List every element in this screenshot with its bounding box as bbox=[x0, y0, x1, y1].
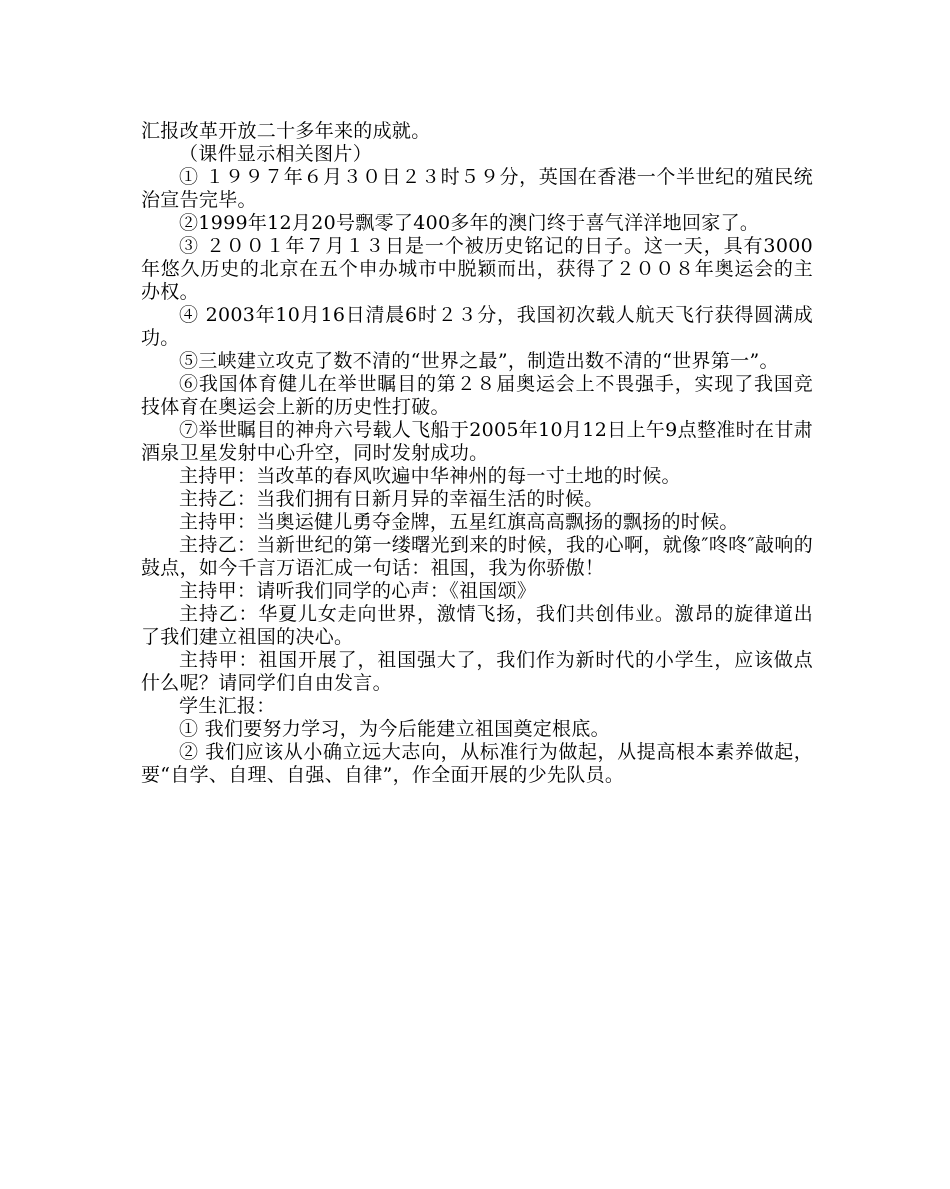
paragraph-host-b-2: 主持乙：当新世纪的第一缕曙光到来的时候，我的心啊，就像″咚咚″敲响的鼓点，如今千言万语汇成一句话：祖国，我为你骄傲！ bbox=[141, 534, 813, 579]
paragraph-student-report-2: ② 我们应该从小确立远大志向，从标准行为做起，从提高根本素养做起，要“自学、自理、自强、自律”，作全面开展的少先队员。 bbox=[141, 741, 813, 786]
paragraph-host-b-3: 主持乙：华夏儿女走向世界，激情飞扬，我们共创伟业。激昂的旋律道出了我们建立祖国的决心。 bbox=[141, 603, 813, 648]
paragraph-courseware-note: （课件显示相关图片） bbox=[179, 143, 373, 165]
paragraph-item-3: ③ ２００１年７月１３日是一个被历史铭记的日子。这一天，具有3000年悠久历史的北京在五个申办城市中脱颖而出，获得了２００８年奥运会的主办权。 bbox=[141, 235, 813, 303]
paragraph-intro: 汇报改革开放二十多年来的成就。 bbox=[141, 120, 431, 142]
document-page bbox=[141, 120, 813, 787]
paragraph-host-a-3: 主持甲：请听我们同学的心声：《祖国颂》 bbox=[179, 580, 537, 602]
paragraph-item-2: ②1999年12月20号飘零了400多年的澳门终于喜气洋洋地回家了。 bbox=[179, 212, 760, 234]
paragraph-host-a-4: 主持甲：祖国开展了，祖国强大了，我们作为新时代的小学生，应该做点什么呢？请同学们自由发言。 bbox=[141, 649, 813, 694]
paragraph-host-b-1: 主持乙：当我们拥有日新月异的幸福生活的时候。 bbox=[179, 488, 604, 510]
paragraph-student-report-heading: 学生汇报： bbox=[179, 695, 276, 717]
paragraph-host-a-1: 主持甲：当改革的春风吹遍中华神州的每一寸土地的时候。 bbox=[179, 465, 681, 487]
paragraph-item-7: ⑦举世瞩目的神舟六号载人飞船于2005年10月12日上午9点整准时在甘肃酒泉卫星发射中心升空，同时发射成功。 bbox=[141, 419, 813, 464]
paragraph-item-6: ⑥我国体育健儿在举世瞩目的第２８届奥运会上不畏强手，实现了我国竞技体育在奥运会上新的历史性打破。 bbox=[141, 373, 813, 418]
paragraph-item-4: ④ 2003年10月16日清晨6时２３分，我国初次载人航天飞行获得圆满成功。 bbox=[141, 304, 813, 349]
paragraph-item-5: ⑤三峡建立攻克了数不清的“世界之最”，制造出数不清的“世界第一”。 bbox=[179, 350, 779, 372]
paragraph-item-1: ① １９９７年６月３０日２３时５９分，英国在香港一个半世纪的殖民统治宣告完毕。 bbox=[141, 166, 813, 211]
paragraph-host-a-2: 主持甲：当奥运健儿勇夺金牌，五星红旗高高飘扬的飘扬的时候。 bbox=[179, 511, 739, 533]
paragraph-student-report-1: ① 我们要努力学习，为今后能建立祖国奠定根底。 bbox=[179, 718, 610, 740]
